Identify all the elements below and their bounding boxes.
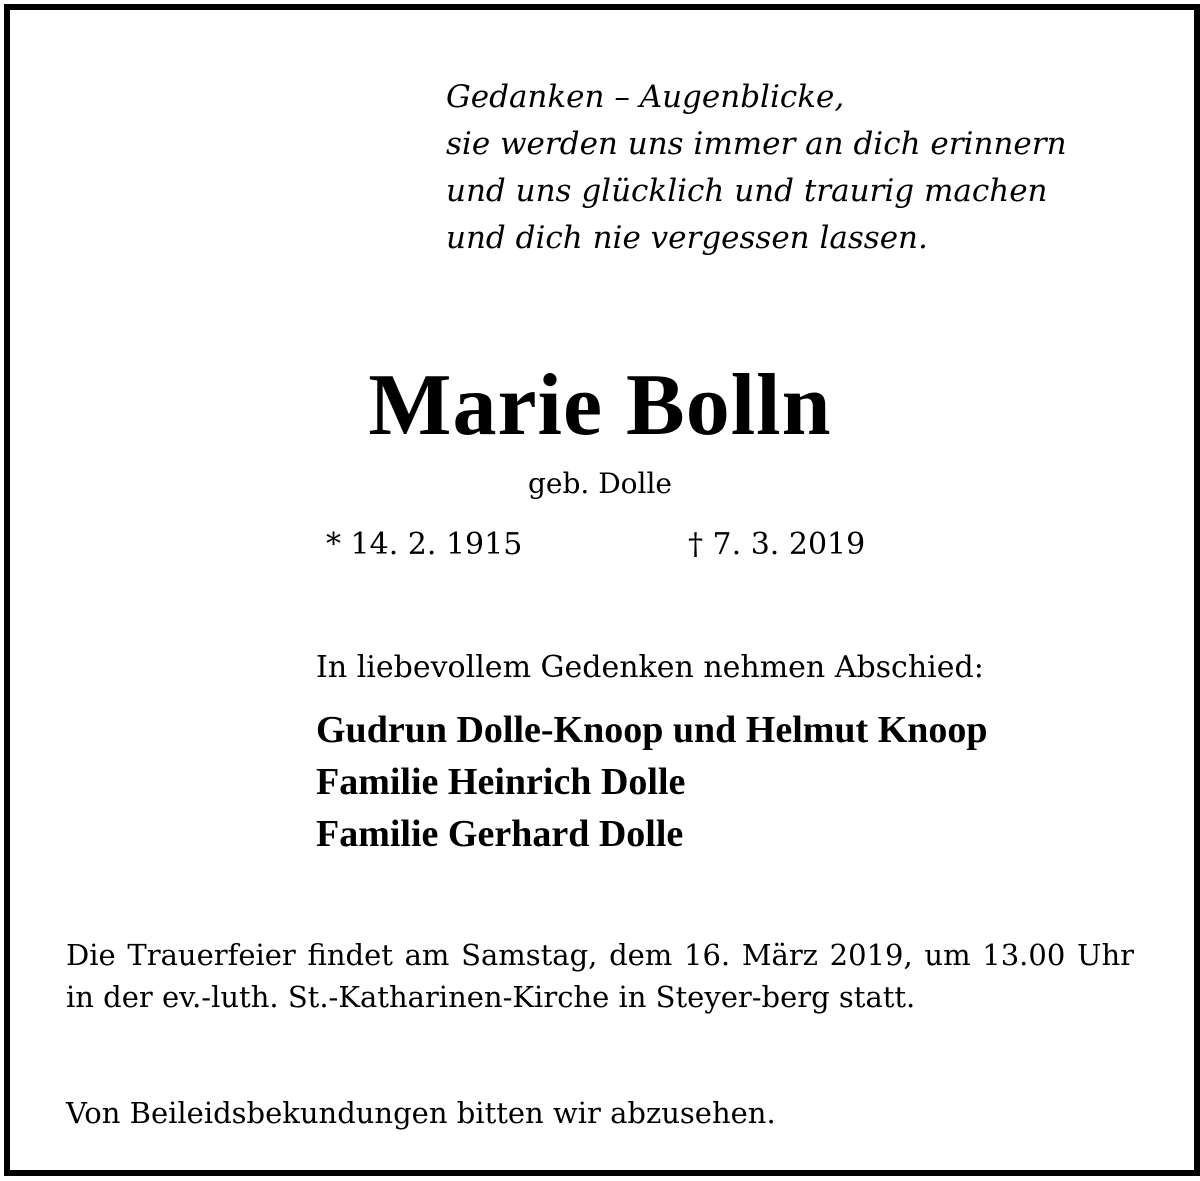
mourner-name: Familie Heinrich Dolle — [316, 761, 686, 803]
maiden-name: geb. Dolle — [527, 467, 672, 500]
poem-line: und uns glücklich und traurig machen — [446, 173, 1048, 209]
death-date: † 7. 3. 2019 — [688, 527, 866, 562]
mourner-name: Gudrun Dolle-Knoop und Helmut Knoop — [316, 709, 988, 751]
memorial-poem — [446, 74, 1166, 262]
mourner-name: Familie Gerhard Dolle — [316, 813, 684, 855]
farewell-intro: In liebevollem Gedenken nehmen Abschied: — [316, 650, 984, 685]
poem-line: und dich nie vergessen lassen. — [446, 220, 928, 256]
mourners-list — [316, 704, 988, 860]
deceased-name: Marie Bolln — [368, 357, 832, 454]
birth-date: * 14. 2. 1915 — [326, 527, 523, 562]
poem-line: Gedanken – Augenblicke, — [446, 79, 845, 115]
funeral-notice: Die Trauerfeier findet am Samstag, dem 16. März 2019, um 13.00 Uhr in der ev.-luth. St.-Katharinen-Kirche in Steyer-berg statt. — [66, 938, 1134, 1014]
poem-line: sie werden uns immer an dich erinnern — [446, 126, 1067, 162]
condolence-notice: Von Beileidsbekundungen bitten wir abzusehen. — [66, 1096, 776, 1130]
